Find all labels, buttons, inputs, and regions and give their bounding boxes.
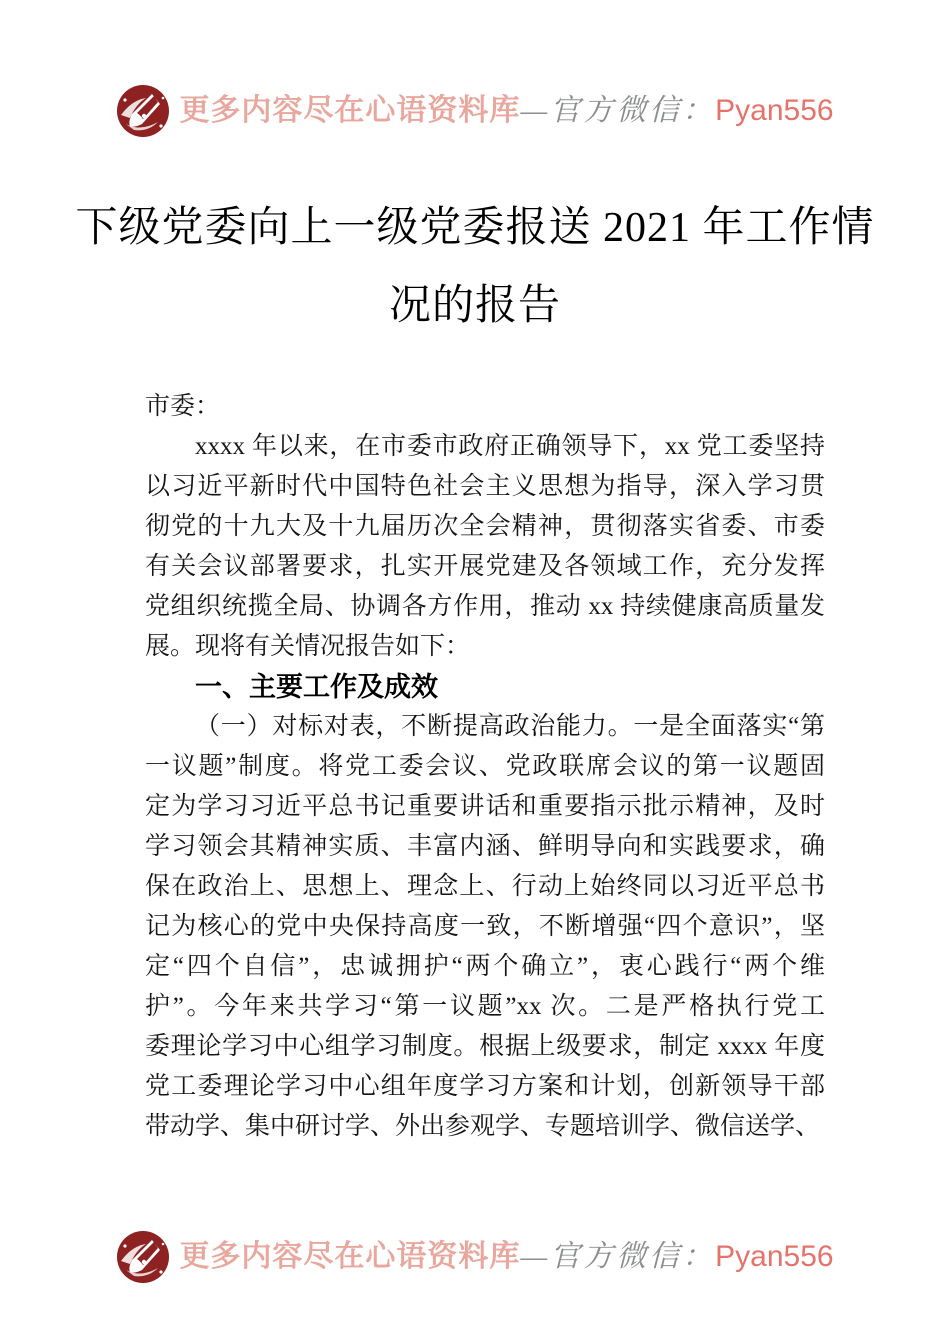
watermark-text: [179, 84, 833, 138]
document-title-line2: 况的报告: [388, 283, 561, 329]
body-line: 定为学习习近平总书记重要讲话和重要指示批示精神，及时: [145, 793, 825, 820]
section-heading: 一、主要工作及成效: [195, 672, 438, 702]
body-line: 带动学、集中研讨学、外出参观学、专题培训学、微信送学、: [145, 1113, 821, 1140]
header-watermark: [0, 84, 950, 138]
pen-nib-seal-icon: [116, 1230, 170, 1284]
body-line: 保在政治上、思想上、理念上、行动上始终同以习近平总书: [145, 873, 825, 900]
document-title-line1: 下级党委向上一级党委报送 2021 年工作情: [75, 205, 875, 251]
document-title: [0, 189, 950, 345]
body-line: 彻党的十九大及十九届历次全会精神，贯彻落实省委、市委: [145, 513, 825, 540]
body-line: 护”。今年来共学习“第一议题”xx 次。二是严格执行党工: [145, 993, 825, 1020]
body-line: 一议题”制度。将党工委会议、党政联席会议的第一议题固: [145, 753, 825, 780]
body-line: 学习领会其精神实质、丰富内涵、鲜明导向和实践要求，确: [145, 833, 825, 860]
watermark-wechat-label: —官方微信：: [520, 1240, 716, 1273]
body-line: 记为核心的党中央保持高度一致，不断增强“四个意识”，坚: [145, 913, 825, 940]
watermark-wechat-id: Pyan556: [715, 1240, 834, 1273]
body-line: 以习近平新时代中国特色社会主义思想为指导，深入学习贯: [145, 473, 825, 500]
body-line: （一）对标对表，不断提高政治能力。一是全面落实“第: [195, 713, 825, 740]
body-line: xxxx 年以来，在市委市政府正确领导下，xx 党工委坚持: [195, 433, 825, 460]
watermark-slogan: 更多内容尽在心语资料库: [179, 1240, 521, 1273]
footer-watermark: [0, 1230, 950, 1284]
body-line: 定“四个自信”，忠诚拥护“两个确立”，衷心践行“两个维: [145, 953, 825, 980]
document-body: [145, 387, 825, 1147]
pen-nib-seal-icon: [116, 84, 170, 138]
body-line: 展。现将有关情况报告如下：: [145, 633, 471, 660]
watermark-wechat-label: —官方微信：: [520, 94, 716, 127]
body-line: 党组织统揽全局、协调各方作用，推动 xx 持续健康高质量发: [145, 593, 825, 620]
body-line: 有关会议部署要求，扎实开展党建及各领域工作，充分发挥: [145, 553, 825, 580]
watermark-slogan: 更多内容尽在心语资料库: [179, 94, 521, 127]
body-line: 委理论学习中心组学习制度。根据上级要求，制定 xxxx 年度: [145, 1033, 825, 1060]
body-line-salutation: 市委：: [145, 393, 221, 420]
watermark-text: [179, 1230, 833, 1284]
watermark-wechat-id: Pyan556: [715, 94, 834, 127]
body-line: 党工委理论学习中心组年度学习方案和计划，创新领导干部: [145, 1073, 825, 1100]
